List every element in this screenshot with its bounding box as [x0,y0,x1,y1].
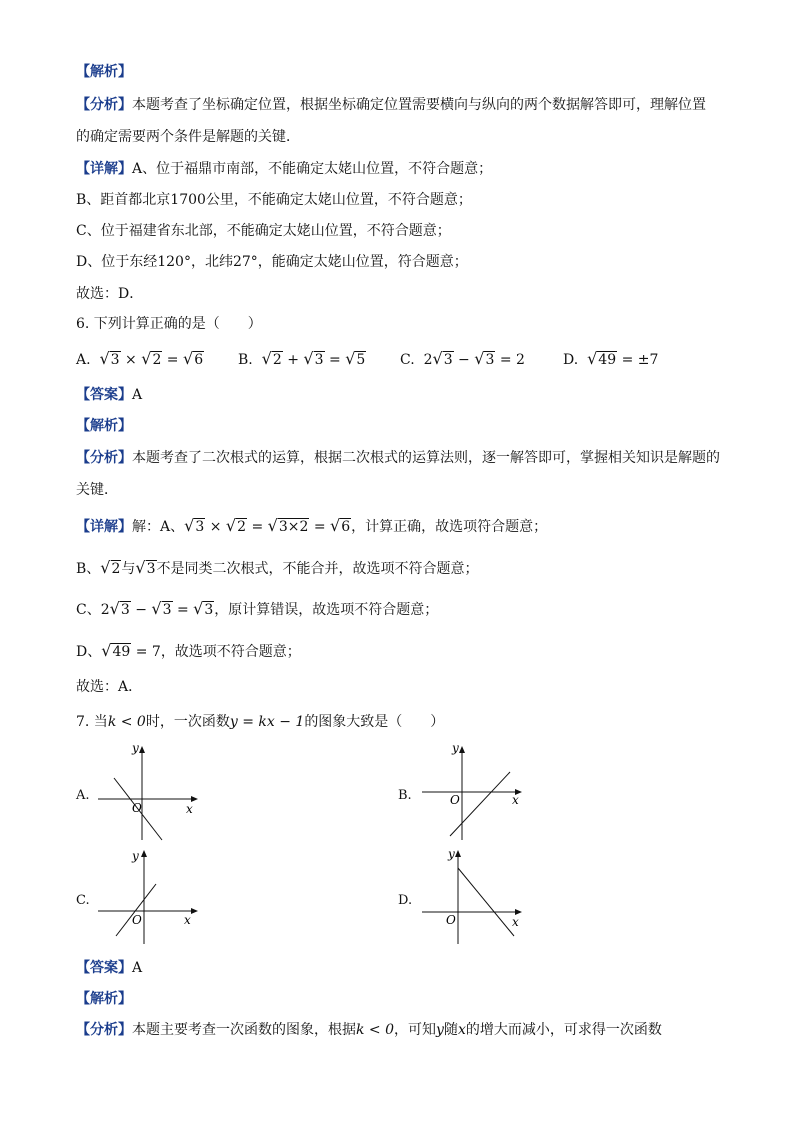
graph-c [94,846,204,946]
x-label: x [184,913,191,927]
detail-d: D、位于东经120°，北纬27°，能确定太姥山位置，符合题意； [76,254,468,270]
condition-expr: k < 0 [356,1022,395,1038]
origin-label: O [450,793,460,807]
q6-detail-a: 【详解】解：A、√3 × √2 = √3×2 = √6，计算正确，故选项符合题意； [76,516,548,535]
fenxi-suffix: 的增大而减小，可求得一次函数 [465,1022,662,1038]
fenxi-mid: ，可知 [394,1022,437,1038]
detail-a-text: A、位于福鼎市南部，不能确定太姥山位置，不符合题意； [132,161,493,177]
origin-label: O [132,913,142,927]
detail-mid: 与 [121,561,136,577]
graph-d-label: D. [398,893,413,908]
question-6-stem: 6. 下列计算正确的是（ ） [76,316,262,332]
y-axis-arrow [141,850,147,857]
x-label: x [512,915,519,929]
x-label: x [512,793,519,807]
function-expr: y = kx − 1 [229,714,305,730]
q6-option-d-label: D. [563,352,579,368]
q6-choice: 故选：A． [76,679,143,695]
detail-c: C、位于福建省东北部，不能确定太姥山位置，不符合题意； [76,223,451,239]
xiangjie-tag: 【详解】 [76,161,132,177]
q6-option-d: D. √49 = ±7 [563,349,659,368]
detail-suffix: ，计算正确，故选项符合题意； [351,519,548,535]
q6-detail-c: C、2√3 − √3 = √3，原计算错误，故选项不符合题意； [76,599,439,618]
q6-option-a: A. √3 × √2 = √6 [76,349,204,368]
q6-answer [76,385,142,405]
x-label: x [186,802,193,816]
fenxi-tag: 【分析】 [76,97,132,113]
graph-b [418,742,528,842]
graph-a [94,742,204,842]
analysis-heading: 【解析】 [76,64,132,80]
stem-mid: 时，一次函数 [145,714,230,730]
origin-label: O [132,801,142,815]
detail-suffix: 不是同类二次根式，不能合并，故选项不符合题意； [156,561,479,577]
q6-fenxi [76,448,720,468]
detail-b: B、距首都北京1700公里，不能确定太姥山位置，不符合题意； [76,192,472,208]
q6-option-b-label: B. [238,352,253,368]
graph-a-label: A. [76,788,90,803]
question-7-stem [76,712,444,732]
origin-label: O [446,913,456,927]
detail-prefix: C、 [76,602,101,618]
function-line [116,884,156,936]
fenxi-tag: 【分析】 [76,1022,132,1038]
q6-detail-b: B、√2与√3不是同类二次根式，不能合并，故选项不符合题意； [76,558,479,577]
var-x: x [457,1022,466,1038]
stem-suffix: 的图象大致是（ ） [304,714,445,730]
q6-option-a-label: A. [76,352,91,368]
xiangjie-tag: 【详解】 [76,519,132,535]
q6-fenxi-cont: 关键． [76,482,118,498]
q6-analysis-heading: 【解析】 [76,418,132,434]
graph-c-label: C. [76,893,90,908]
fenxi-text: 本题主要考查一次函数的图象，根据 [132,1022,356,1038]
q6-option-c-label: C. [400,352,415,368]
choice-line: 故选：D． [76,286,144,302]
q7-fenxi [76,1020,662,1040]
q7-answer [76,958,142,978]
y-axis-arrow [455,850,461,857]
detail-prefix: 解：A、 [132,519,185,535]
y-axis-arrow [139,746,145,753]
stem-prefix: 7. 当 [76,714,108,730]
q6-option-b: B. √2 + √3 = √5 [238,349,366,368]
x-axis-arrow [191,908,198,914]
answer-value: A [132,960,143,976]
fenxi-text: 本题考查了二次根式的运算，根据二次根式的运算法则，逐一解答即可，掌握相关知识是解题的 [132,450,720,466]
fenxi-tag: 【分析】 [76,450,132,466]
detail-suffix: ，原计算错误，故选项不符合题意； [214,602,439,618]
function-line [458,868,514,936]
condition-expr: k < 0 [107,714,146,730]
detail-suffix: ，故选项不符合题意； [160,644,301,660]
answer-tag: 【答案】 [76,960,132,976]
fenxi-mid2: 随 [443,1022,458,1038]
detail-a [76,159,492,179]
y-axis-arrow [459,746,465,753]
detail-prefix: D、 [76,644,102,660]
y-label: y [452,742,459,755]
fenxi-text: 本题考查了坐标确定位置，根据坐标确定位置需要横向与纵向的两个数据解答即可，理解位置 [132,97,706,113]
q6-option-c: C. 2√3 − √3 = 2 [400,349,525,368]
graph-b-label: B. [398,788,412,803]
y-label: y [448,847,455,861]
analysis-paragraph [76,95,706,115]
y-label: y [132,849,139,863]
var-y: y [436,1022,444,1038]
graph-d [418,846,528,946]
q7-analysis-heading: 【解析】 [76,991,132,1007]
detail-prefix: B、 [76,561,101,577]
q6-detail-d: D、√49 = 7，故选项不符合题意； [76,641,301,660]
answer-value: A [132,387,143,403]
analysis-paragraph-cont: 的确定需要两个条件是解题的关键． [76,129,300,145]
answer-tag: 【答案】 [76,387,132,403]
y-label: y [132,742,139,755]
